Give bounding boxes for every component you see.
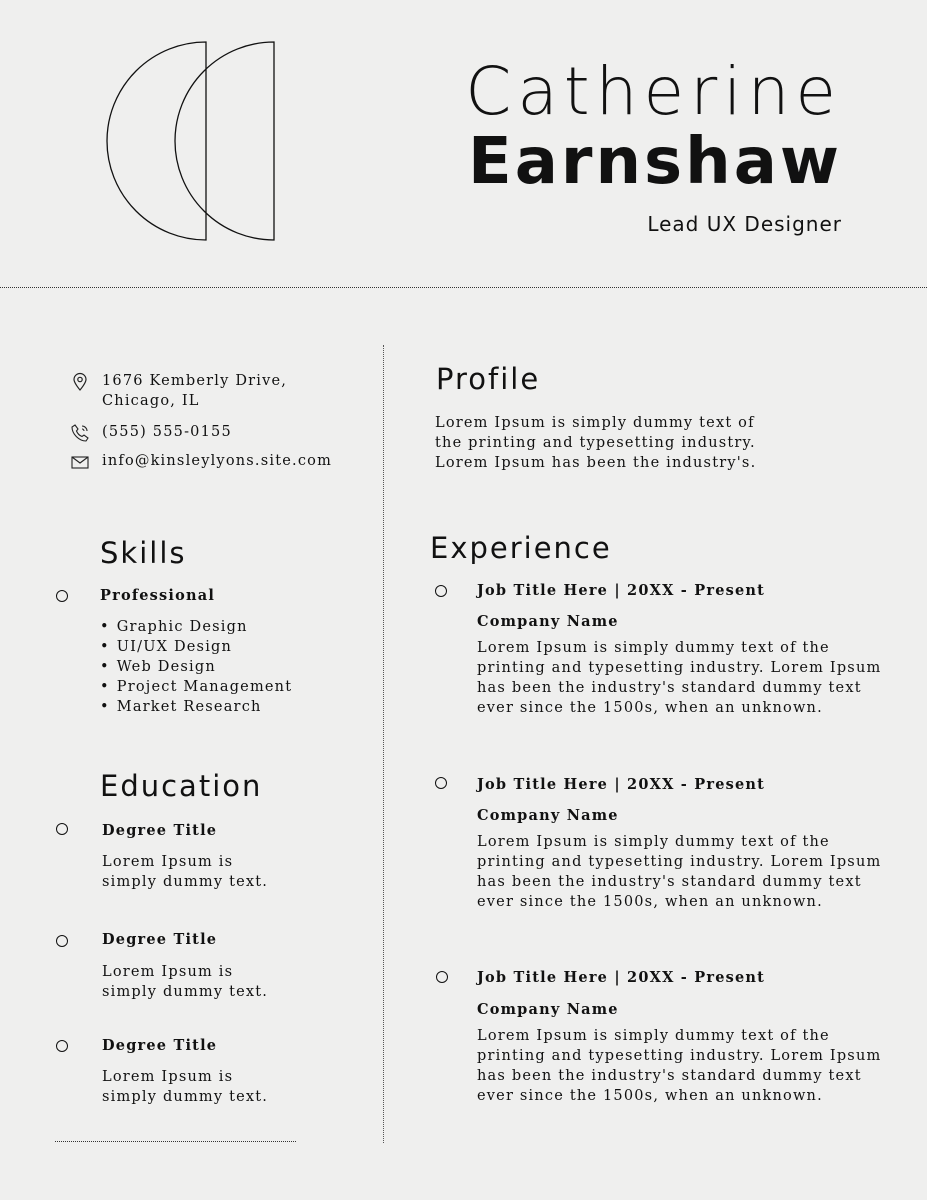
experience-company: Company Name: [477, 1001, 619, 1018]
job-title: Lead UX Designer: [647, 212, 842, 236]
column-divider: [383, 345, 384, 1143]
skills-list: [100, 617, 292, 717]
experience-job-title: Job Title Here | 20XX - Present: [477, 969, 766, 986]
skills-category: Professional: [100, 587, 216, 604]
email-address: info@kinsleylyons.site.com: [102, 453, 333, 469]
education-bullet: [56, 1040, 68, 1052]
address-line1: 1676 Kemberly Drive,: [102, 373, 288, 389]
experience-description: Lorem Ipsum is simply dummy text of the printing and typesetting industry. Lorem Ipsum has been the industry's standard dummy text ever since the 1500s, when an unknown.: [477, 640, 882, 716]
experience-job-title: Job Title Here | 20XX - Present: [477, 582, 766, 599]
experience-company: Company Name: [477, 807, 619, 824]
footer-divider: [55, 1141, 296, 1142]
degree-description: Lorem Ipsum is simply dummy text.: [102, 964, 269, 1000]
experience-description: Lorem Ipsum is simply dummy text of the printing and typesetting industry. Lorem Ipsum has been the industry's standard dummy text ever since the 1500s, when an unknown.: [477, 1028, 882, 1104]
degree-description: Lorem Ipsum is simply dummy text.: [102, 854, 269, 890]
profile-text: Lorem Ipsum is simply dummy text of the printing and typesetting industry. Lorem Ipsum has been the industry's.: [435, 415, 757, 471]
experience-bullet: [436, 971, 448, 983]
education-heading: Education: [100, 769, 263, 803]
location-pin-icon: [70, 372, 90, 392]
degree-title: Degree Title: [102, 931, 218, 948]
profile-heading: Profile: [436, 362, 541, 396]
list-item: • UI/UX Design: [100, 637, 292, 657]
phone-number: (555) 555-0155: [102, 424, 232, 440]
experience-description: Lorem Ipsum is simply dummy text of the printing and typesetting industry. Lorem Ipsum has been the industry's standard dummy text ever since the 1500s, when an unknown.: [477, 834, 882, 910]
experience-heading: Experience: [430, 531, 612, 565]
list-item: • Web Design: [100, 657, 292, 677]
list-item: • Market Research: [100, 697, 292, 717]
list-item: • Graphic Design: [100, 617, 292, 637]
education-bullet: [56, 935, 68, 947]
skills-heading: Skills: [100, 536, 187, 570]
education-bullet: [56, 823, 68, 835]
half-circles-logo: [100, 36, 285, 248]
header-divider: [0, 287, 927, 288]
degree-title: Degree Title: [102, 822, 218, 839]
last-name: Earnshaw: [468, 125, 842, 199]
envelope-icon: [70, 452, 90, 472]
experience-job-title: Job Title Here | 20XX - Present: [477, 776, 766, 793]
experience-bullet: [435, 585, 447, 597]
list-item: • Project Management: [100, 677, 292, 697]
experience-bullet: [435, 777, 447, 789]
first-name: Catherine: [465, 53, 842, 130]
experience-company: Company Name: [477, 613, 619, 630]
address-line2: Chicago, IL: [102, 393, 200, 409]
phone-icon: [70, 423, 90, 443]
degree-description: Lorem Ipsum is simply dummy text.: [102, 1069, 269, 1105]
degree-title: Degree Title: [102, 1037, 218, 1054]
skills-bullet: [56, 590, 68, 602]
